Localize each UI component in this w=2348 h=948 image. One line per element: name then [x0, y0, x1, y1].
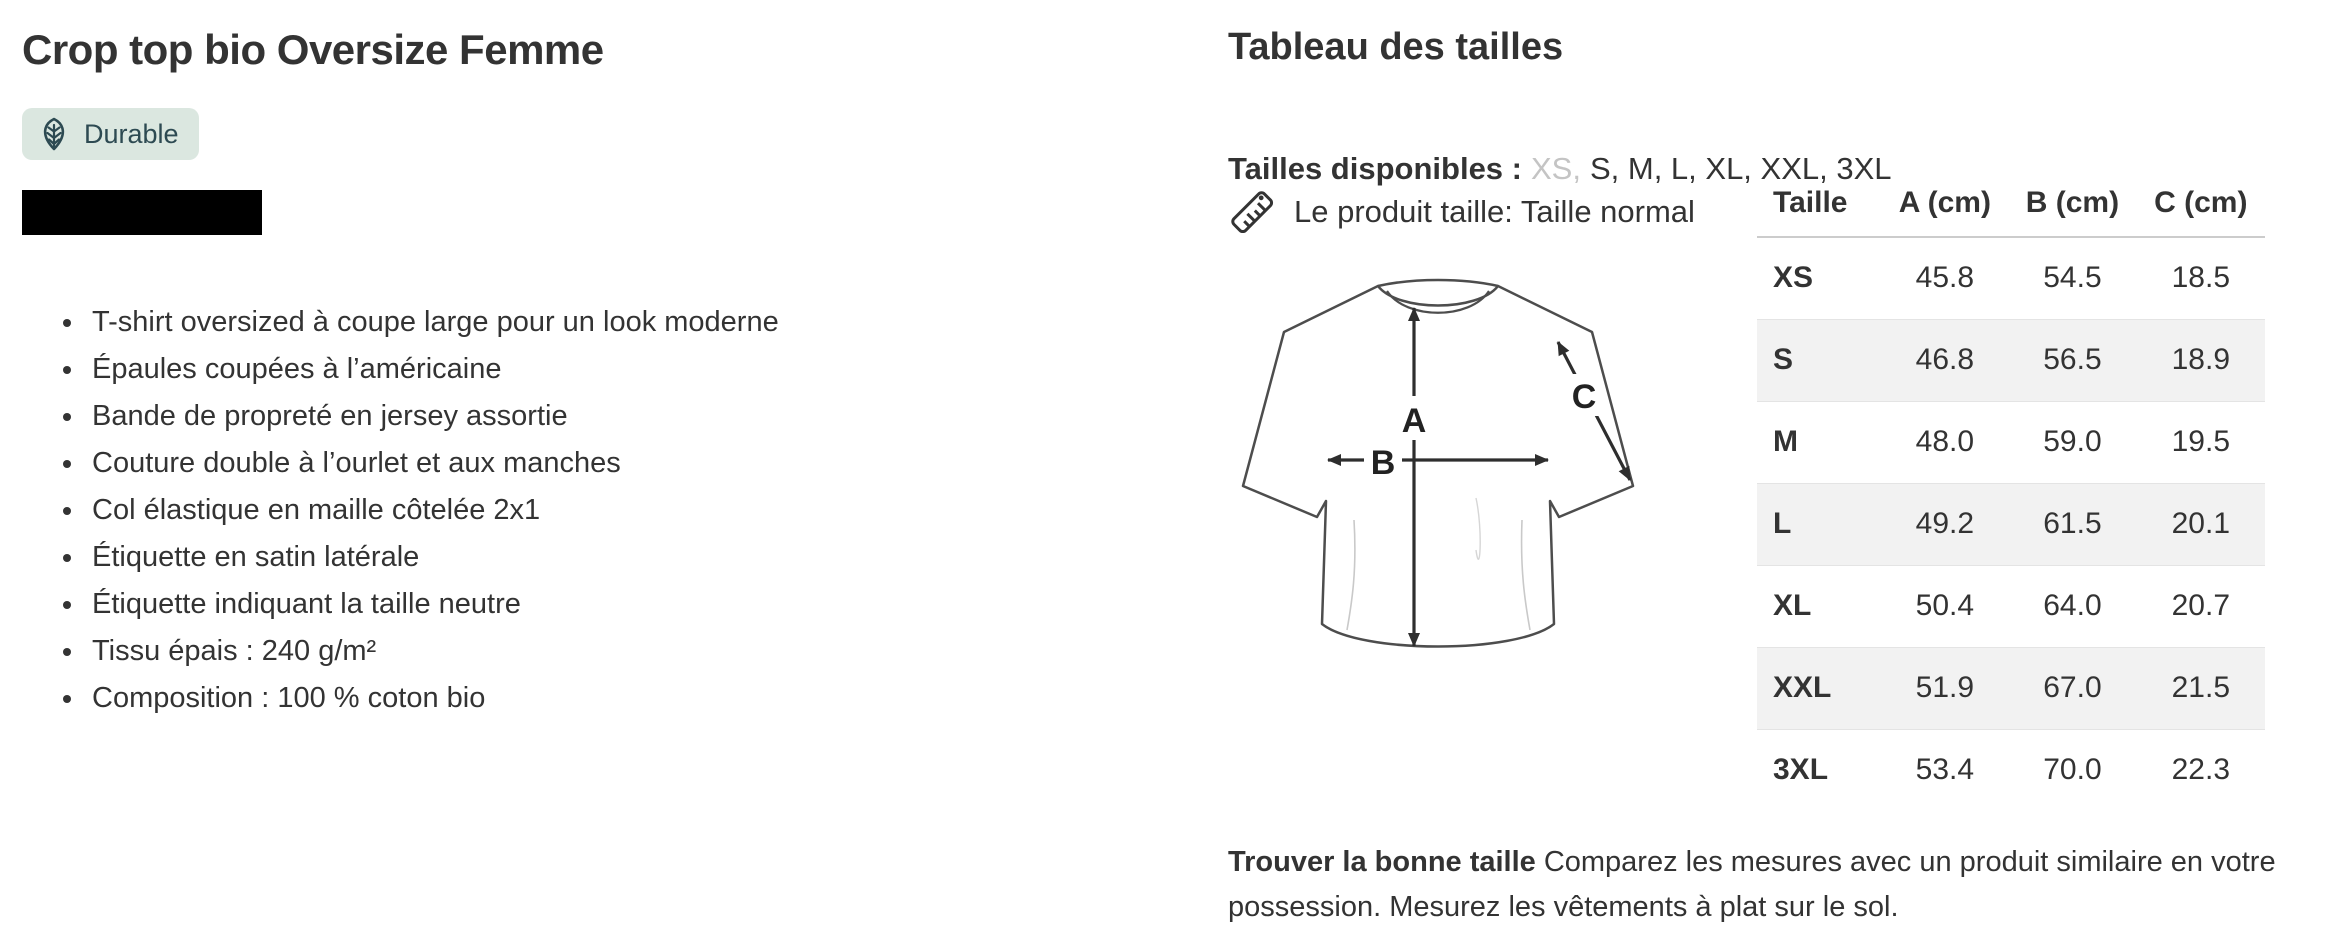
size-table-row: [1757, 647, 2265, 729]
size-cell: XL: [1773, 589, 1812, 622]
measurement-cell: 48.0: [1915, 425, 1975, 458]
measurement-cell: 46.8: [1915, 343, 1975, 376]
size-table-row: [1757, 237, 2265, 319]
measurement-cell: 51.9: [1915, 671, 1975, 704]
feature-item: • Couture double à l’ourlet et aux manches: [86, 440, 1182, 487]
size-table-header-row: [1757, 186, 2265, 237]
size-cell: L: [1773, 507, 1792, 540]
size-table-header: Taille: [1757, 186, 1881, 237]
size-table-header: C (cm): [2137, 186, 2265, 237]
product-summary: [22, 0, 1182, 722]
product-title: Crop top bio Oversize Femme: [22, 26, 604, 73]
measurement-cell: 67.0: [2043, 671, 2102, 704]
tshirt-outline: [1243, 280, 1633, 647]
durable-badge-label: Durable: [84, 119, 179, 149]
available-sizes-line: [1228, 151, 1892, 187]
feature-item: • T-shirt oversized à coupe large pour un look moderne: [86, 299, 1182, 346]
size-table-row: [1757, 401, 2265, 483]
size-guide-panel: [1228, 0, 2348, 948]
measurement-cell: 20.1: [2171, 507, 2230, 540]
size-table: [1757, 186, 2265, 811]
durable-badge: [22, 108, 199, 160]
feature-item: • Bande de propreté en jersey assortie: [86, 393, 1182, 440]
measurement-cell: 61.5: [2043, 507, 2102, 540]
measurement-cell: 18.9: [2171, 343, 2230, 376]
measurement-cell: 18.5: [2171, 261, 2230, 295]
size-table-header: A (cm): [1881, 186, 2008, 237]
fit-note-text: Le produit taille: Taille normal: [1294, 194, 1695, 229]
measurement-cell: 56.5: [2043, 343, 2102, 376]
size-cell: 3XL: [1773, 753, 1829, 787]
size-table-row: [1757, 729, 2265, 811]
feature-list: [22, 299, 1182, 722]
size-cell: M: [1773, 425, 1798, 458]
unavailable-size: XS,: [1531, 151, 1581, 186]
feature-item: • Étiquette en satin latérale: [86, 534, 1182, 581]
size-cell: XS: [1773, 261, 1814, 295]
measurement-cell: 54.5: [2043, 261, 2102, 295]
diagram-label-b: B: [1370, 444, 1396, 482]
measurement-cell: 45.8: [1915, 261, 1975, 295]
measurement-cell: 59.0: [2043, 425, 2102, 458]
size-table-row: [1757, 319, 2265, 401]
size-help-body: Comparez les mesures avec un produit similaire en votre possession. Mesurez les vêtements à plat sur le sol.: [1228, 846, 2276, 923]
diagram-label-a: A: [1401, 402, 1427, 440]
size-table-row: [1757, 565, 2265, 647]
ruler-icon: [1228, 188, 1276, 236]
leaf-icon: [36, 116, 72, 152]
size-table-header: B (cm): [2008, 186, 2136, 237]
size-table-row: [1757, 483, 2265, 565]
size-table-container: [1757, 186, 2265, 811]
diagram-label-c: C: [1571, 378, 1597, 416]
measurement-cell: 22.3: [2171, 753, 2230, 787]
available-sizes-label: Tailles disponibles :: [1228, 151, 1522, 186]
measurement-cell: 49.2: [1915, 507, 1975, 540]
feature-item: • Épaules coupées à l’américaine: [86, 346, 1182, 393]
feature-item: • Étiquette indiquant la taille neutre: [86, 581, 1182, 628]
size-cell: XXL: [1773, 671, 1832, 704]
size-cell: S: [1773, 343, 1794, 376]
size-help-text: [1228, 840, 2276, 930]
measurement-cell: 53.4: [1915, 753, 1975, 787]
size-help-bold: Trouver la bonne taille: [1228, 846, 1536, 878]
available-sizes-values: S, M, L, XL, XXL, 3XL: [1589, 151, 1892, 186]
feature-item: • Col élastique en maille côtelée 2x1: [86, 487, 1182, 534]
measurement-cell: 70.0: [2043, 753, 2102, 787]
feature-item: • Tissu épais : 240 g/m²: [86, 628, 1182, 675]
feature-item: • Composition : 100 % coton bio: [86, 675, 1182, 722]
fit-note: [1228, 188, 1695, 236]
tshirt-measurement-diagram: [1228, 250, 1648, 670]
measurement-cell: 20.7: [2171, 589, 2230, 622]
measurement-cell: 21.5: [2171, 671, 2230, 704]
measurement-cell: 19.5: [2171, 425, 2230, 458]
measurement-cell: 50.4: [1915, 589, 1975, 622]
measurement-cell: 64.0: [2043, 589, 2102, 622]
size-guide-title: Tableau des tailles: [1228, 26, 1564, 68]
redacted-price-block: [22, 190, 262, 235]
